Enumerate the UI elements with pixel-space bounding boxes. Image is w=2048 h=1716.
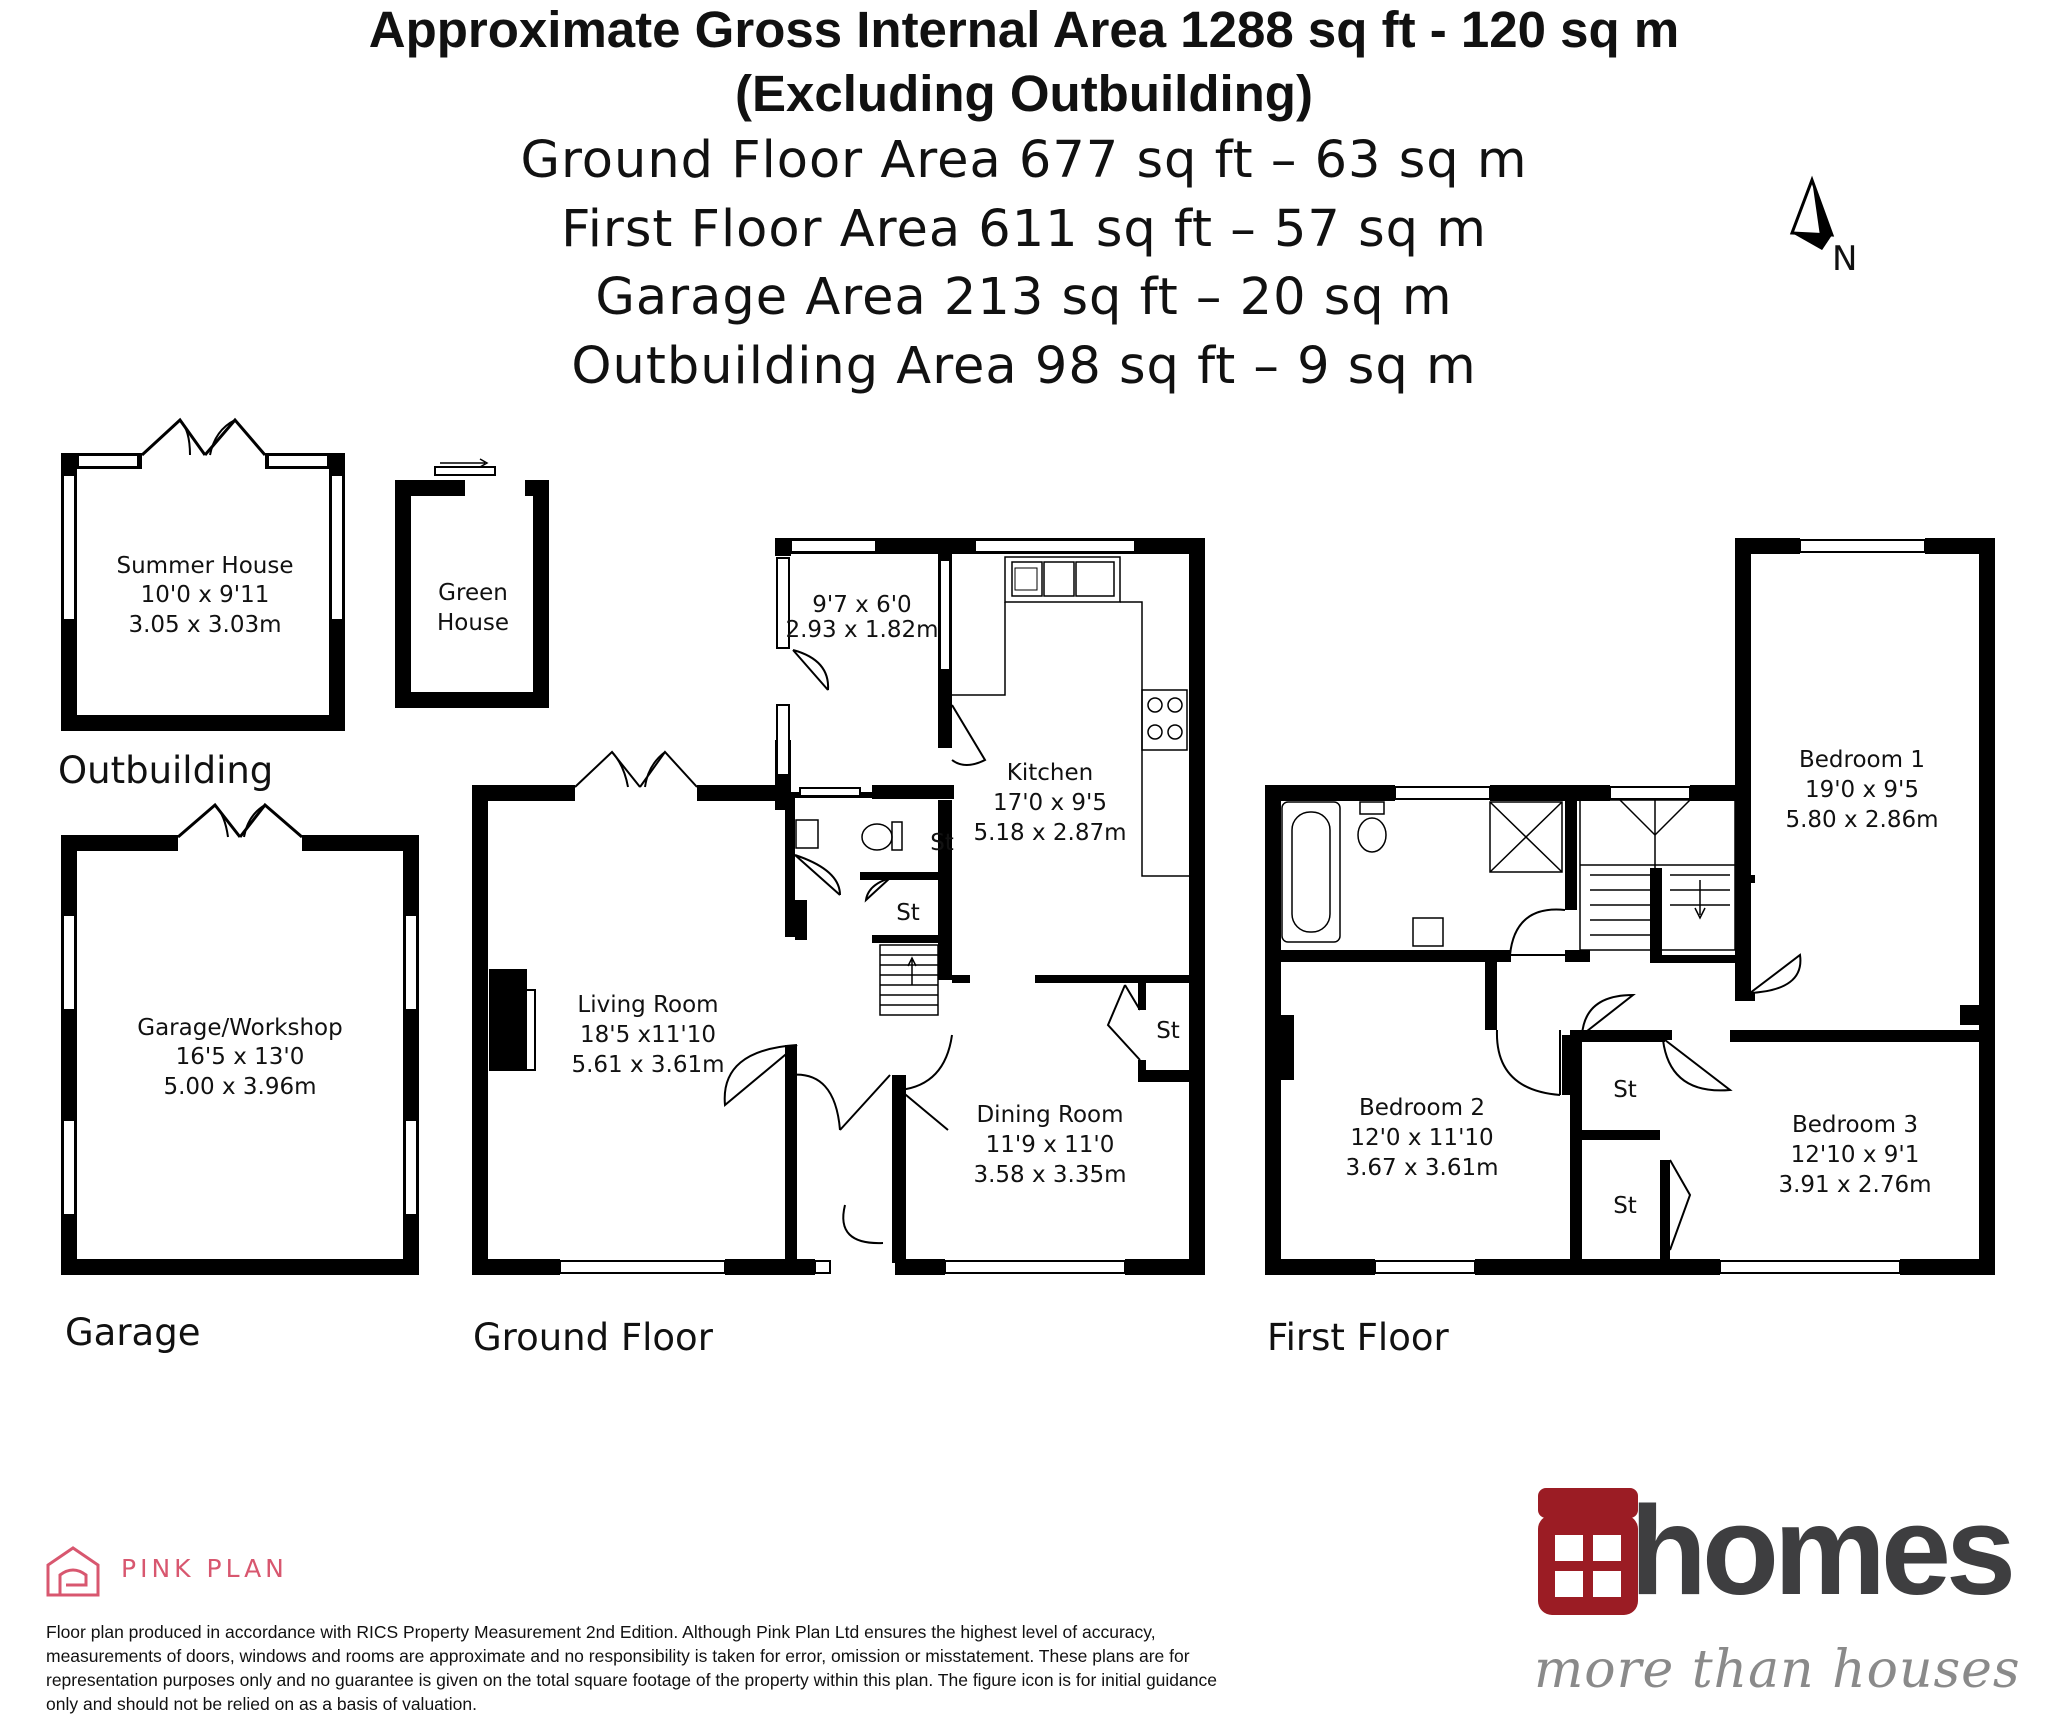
- svg-text:St: St: [1613, 1193, 1637, 1219]
- room-label-bedroom1: [1785, 747, 1938, 833]
- svg-text:3.58 x 3.35m: 3.58 x 3.35m: [973, 1162, 1127, 1188]
- svg-text:16'5 x 13'0: 16'5 x 13'0: [175, 1044, 305, 1070]
- svg-text:9'7 x 6'0: 9'7 x 6'0: [812, 592, 912, 618]
- svg-text:Kitchen: Kitchen: [1006, 760, 1094, 786]
- svg-text:3.05 x 3.03m: 3.05 x 3.03m: [128, 612, 282, 638]
- room-label-green-house: [437, 580, 509, 636]
- room-label-kitchen: [973, 760, 1126, 846]
- room-label-dining-room: [973, 1102, 1126, 1188]
- pink-plan-brand: PINK PLAN: [121, 1554, 288, 1583]
- outbuilding-area: Outbuilding Area 98 sq ft – 9 sq m: [571, 337, 1477, 396]
- ground-floor-area: Ground Floor Area 677 sq ft – 63 sq m: [520, 131, 1528, 190]
- svg-text:10'0 x 9'11: 10'0 x 9'11: [140, 582, 270, 608]
- svg-text:3.67 x 3.61m: 3.67 x 3.61m: [1345, 1155, 1499, 1181]
- svg-text:5.00 x 3.96m: 5.00 x 3.96m: [163, 1074, 317, 1100]
- svg-text:18'5 x11'10: 18'5 x11'10: [579, 1022, 717, 1048]
- svg-text:19'0 x 9'5: 19'0 x 9'5: [1804, 777, 1920, 803]
- svg-text:Green: Green: [438, 580, 508, 606]
- north-arrow-icon: [1792, 180, 1857, 279]
- svg-text:Dining Room: Dining Room: [976, 1102, 1124, 1128]
- svg-text:3.91 x 2.76m: 3.91 x 2.76m: [1778, 1172, 1932, 1198]
- room-label-utility: [785, 592, 938, 643]
- room-label-living-room: [571, 992, 724, 1078]
- svg-text:St: St: [930, 830, 954, 856]
- svg-text:Bedroom 1: Bedroom 1: [1799, 747, 1925, 773]
- room-label-bedroom2: [1345, 1095, 1498, 1181]
- homes-logo-icon: [1538, 1488, 1638, 1615]
- svg-text:Summer House: Summer House: [116, 553, 294, 579]
- svg-text:5.80 x 2.86m: 5.80 x 2.86m: [1785, 807, 1939, 833]
- svg-text:5.18 x 2.87m: 5.18 x 2.87m: [973, 820, 1127, 846]
- pink-plan-logo-icon: [48, 1548, 98, 1595]
- svg-text:17'0 x 9'5: 17'0 x 9'5: [992, 790, 1108, 816]
- svg-text:St: St: [896, 900, 920, 926]
- section-ground-floor: Ground Floor: [473, 1316, 713, 1359]
- svg-text:12'10 x 9'1: 12'10 x 9'1: [1790, 1142, 1920, 1168]
- section-outbuilding: Outbuilding: [58, 749, 274, 792]
- first-floor-area: First Floor Area 611 sq ft – 57 sq m: [561, 200, 1487, 259]
- svg-text:5.61 x 3.61m: 5.61 x 3.61m: [571, 1052, 725, 1078]
- agent-logo-text: homes: [1630, 1480, 2012, 1621]
- svg-text:Living Room: Living Room: [577, 992, 719, 1018]
- room-label-summer-house: [117, 553, 294, 638]
- garage-area: Garage Area 213 sq ft – 20 sq m: [595, 268, 1453, 327]
- north-label: N: [1832, 239, 1858, 279]
- svg-text:House: House: [436, 610, 510, 636]
- svg-text:2.93 x 1.82m: 2.93 x 1.82m: [785, 617, 939, 643]
- area-title: Approximate Gross Internal Area 1288 sq ft - 120 sq m: [368, 1, 1680, 58]
- area-subtitle: (Excluding Outbuilding): [735, 65, 1313, 122]
- svg-text:Bedroom 2: Bedroom 2: [1359, 1095, 1485, 1121]
- svg-text:St: St: [1156, 1018, 1180, 1044]
- section-garage: Garage: [65, 1311, 201, 1354]
- disclaimer-text: Floor plan produced in accordance with RICS Property Measurement 2nd Edition. Although Pink Plan Ltd ensures the highest level of accuracy, measurements of doors, windows and rooms are approximate and no responsibility is taken for error, omission or misstatement. These plans are for representation purposes only and no guarantee is given on the total square footage of the property within this plan. The figure icon is for initial guidance only and should not be relied on as a basis of valuation.: [46, 1622, 1217, 1714]
- svg-text:St: St: [1613, 1077, 1637, 1103]
- svg-text:12'0 x 11'10: 12'0 x 11'10: [1350, 1125, 1494, 1151]
- room-label-garage-workshop: [137, 1015, 342, 1100]
- svg-text:Garage/Workshop: Garage/Workshop: [137, 1015, 343, 1041]
- svg-text:Bedroom 3: Bedroom 3: [1792, 1112, 1918, 1138]
- room-label-bedroom3: [1778, 1112, 1931, 1198]
- svg-text:11'9 x 11'0: 11'9 x 11'0: [985, 1132, 1115, 1158]
- agent-tagline: more than houses: [1534, 1640, 2021, 1700]
- section-first-floor: First Floor: [1267, 1316, 1449, 1359]
